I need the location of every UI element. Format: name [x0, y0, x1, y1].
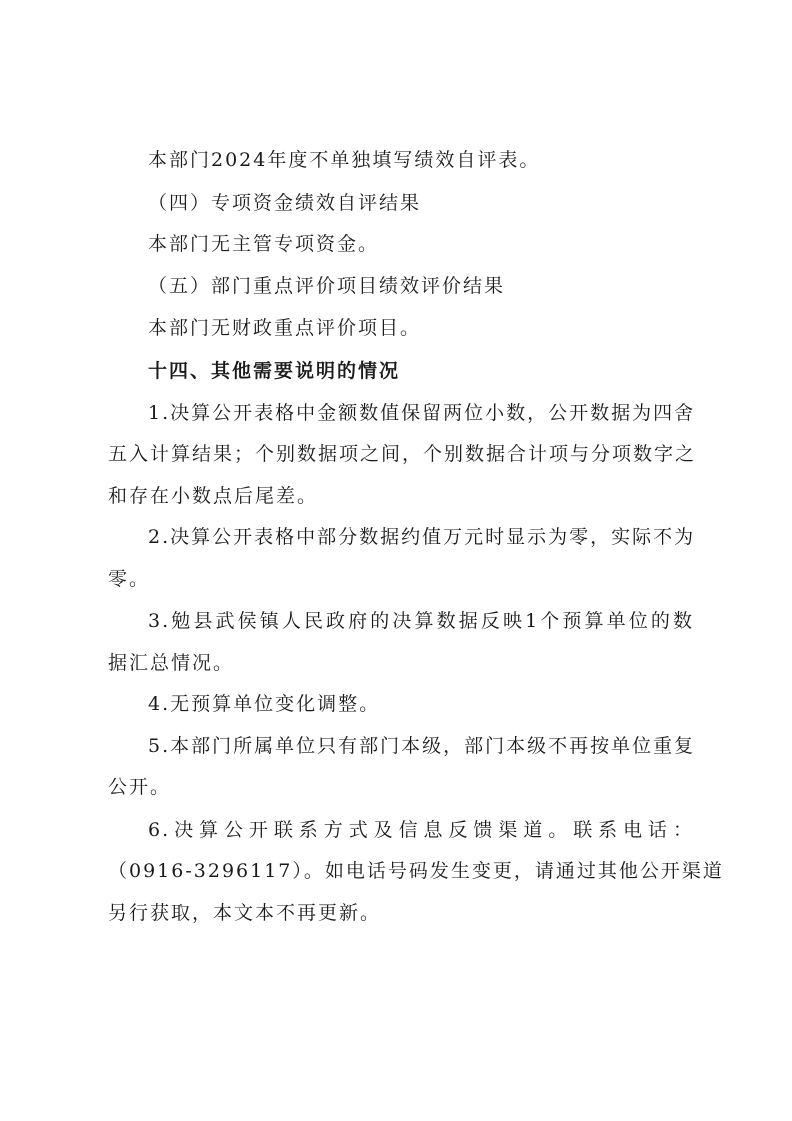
note-3-line-1: 3.勉县武侯镇人民政府的决算数据反映1个预算单位的数: [148, 610, 694, 632]
note-6-line-2: （0916-3296117）。如电话号码发生变更，请通过其他公开渠道: [108, 860, 724, 882]
section-heading-other-notes: 十四、其他需要说明的情况: [148, 360, 401, 382]
note-3-line-2: 据汇总情况。: [108, 652, 235, 674]
note-1-line-3: 和存在小数点后尾差。: [108, 485, 319, 507]
note-6-line-1: 6.决算公开联系方式及信息反馈渠道。联系电话：: [148, 819, 694, 841]
paragraph-no-key-evaluation: 本部门无财政重点评价项目。: [148, 317, 422, 339]
note-1-line-2: 五入计算结果；个别数据项之间，个别数据合计项与分项数字之: [108, 443, 697, 465]
paragraph-no-special-funds: 本部门无主管专项资金。: [148, 233, 380, 255]
note-2-line-2: 零。: [108, 568, 151, 590]
note-5-line-2: 公开。: [108, 776, 172, 798]
note-2-line-1: 2.决算公开表格中部分数据约值万元时显示为零，实际不为: [148, 526, 696, 548]
section-heading-special-funds: （四）专项资金绩效自评结果: [148, 192, 422, 214]
note-5-line-1: 5.本部门所属单位只有部门本级，部门本级不再按单位重复: [148, 735, 696, 757]
section-heading-key-evaluation: （五）部门重点评价项目绩效评价结果: [148, 275, 506, 297]
note-4-line-1: 4.无预算单位变化调整。: [148, 693, 381, 715]
note-6-line-3: 另行获取，本文本不再更新。: [108, 902, 382, 924]
note-1-line-1: 1.决算公开表格中金额数值保留两位小数，公开数据为四舍: [148, 402, 696, 424]
paragraph-self-evaluation-note: 本部门2024年度不单独填写绩效自评表。: [148, 149, 541, 171]
